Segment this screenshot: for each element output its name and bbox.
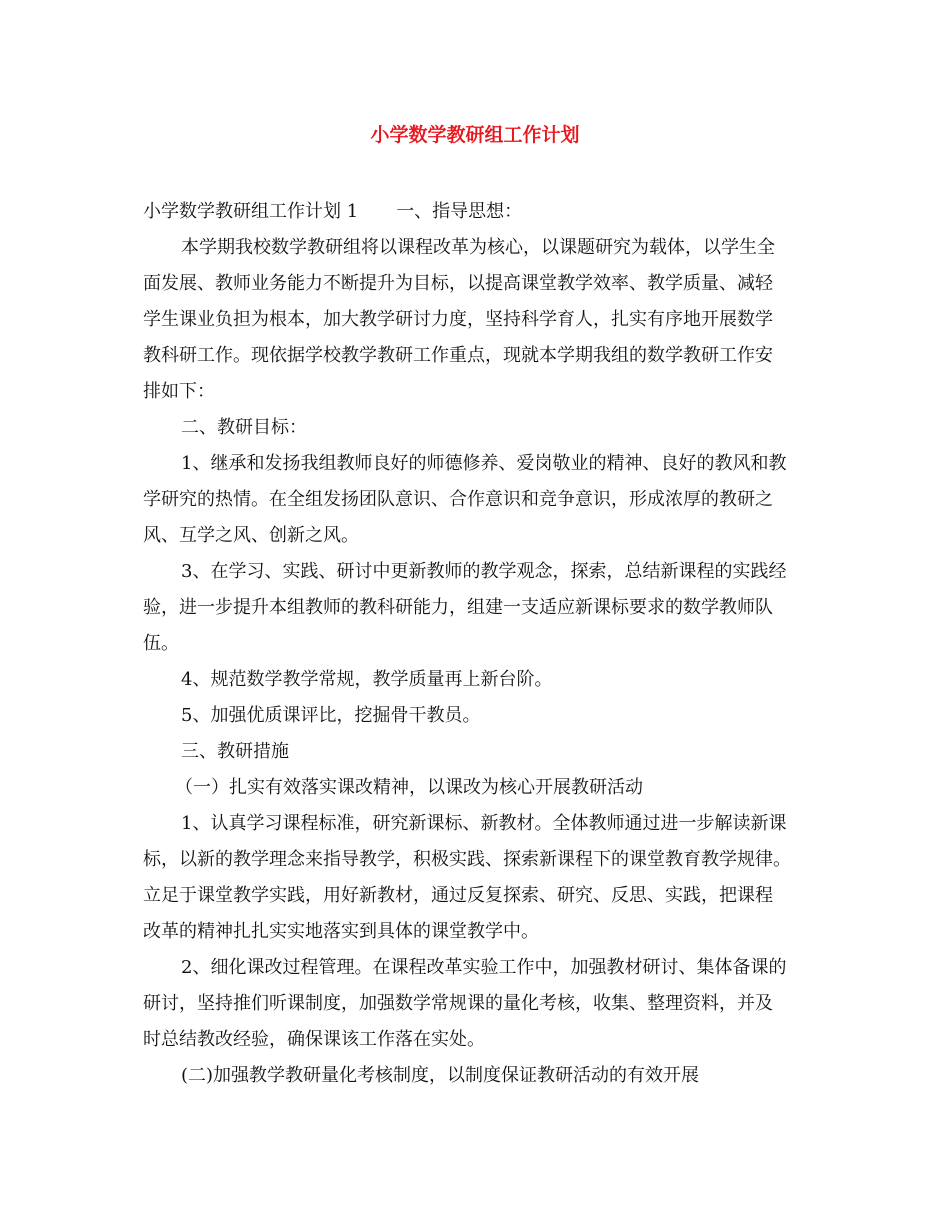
section-heading-part-1: 小学数学教研组工作计划 1 [143, 201, 359, 222]
text-line: 学生课业负担为根本，加大教学研讨力度，坚持科学育人，扎实有序地开展数学 [143, 309, 773, 330]
text-line: 研讨，坚持推们听课制度，加强数学常规课的量化考核，收集、整理资料，并及 [143, 993, 773, 1014]
text-line [143, 194, 811, 230]
text-line: 三、教研措施 [181, 741, 289, 762]
text-line: 伍。 [143, 633, 179, 654]
text-line: 风、互学之风、创新之风。 [143, 525, 359, 546]
text-line: 5、加强优质课评比，挖掘骨干教员。 [181, 705, 481, 726]
text-line: 学研究的热情。在全组发扬团队意识、合作意识和竞争意识，形成浓厚的教研之 [143, 489, 773, 510]
text-line: 排如下： [143, 381, 215, 402]
text-line: 本学期我校数学教研组将以课程改革为核心，以课题研究为载体，以学生全 [181, 237, 775, 258]
text-line: 4、规范数学教学常规，教学质量再上新台阶。 [181, 669, 553, 690]
text-line: 改革的精神扎扎实实地落实到具体的课堂教学中。 [143, 921, 539, 942]
document-body [143, 194, 811, 1094]
text-line: 1、认真学习课程标准，研究新课标、新教材。全体教师通过进一步解读新课 [181, 813, 787, 834]
text-line: 2、细化课改过程管理。在课程改革实验工作中，加强教材研讨、集体备课的 [181, 957, 787, 978]
text-line: 标，以新的教学理念来指导教学，积极实践、探索新课程下的课堂教育教学规律。 [143, 849, 791, 870]
text-line: (二)加强教学教研量化考核制度，以制度保证教研活动的有效开展 [181, 1065, 700, 1086]
section-heading-part-2: 一、指导思想： [396, 201, 523, 222]
text-line: （一）扎实有效落实课改精神，以课改为核心开展教研活动 [175, 777, 643, 798]
text-line: 时总结教改经验，确保课该工作落在实处。 [143, 1029, 485, 1050]
text-line: 立足于课堂教学实践，用好新教材，通过反复探索、研究、反思、实践，把课程 [143, 885, 773, 906]
document-title: 小学数学教研组工作计划 [370, 124, 580, 146]
text-line: 验，进一步提升本组教师的教科研能力，组建一支适应新课标要求的数学教师队 [143, 597, 773, 618]
text-line: 二、教研目标： [181, 417, 307, 438]
text-line: 面发展、教师业务能力不断提升为目标，以提高课堂教学效率、教学质量、减轻 [143, 273, 773, 294]
text-line: 教科研工作。现依据学校教学教研工作重点，现就本学期我组的数学教研工作安 [143, 345, 773, 366]
text-line: 1、继承和发扬我组教师良好的师德修养、爱岗敬业的精神、良好的教风和教 [181, 453, 787, 474]
text-line: 3、在学习、实践、研讨中更新教师的教学观念，探索，总结新课程的实践经 [181, 561, 787, 582]
